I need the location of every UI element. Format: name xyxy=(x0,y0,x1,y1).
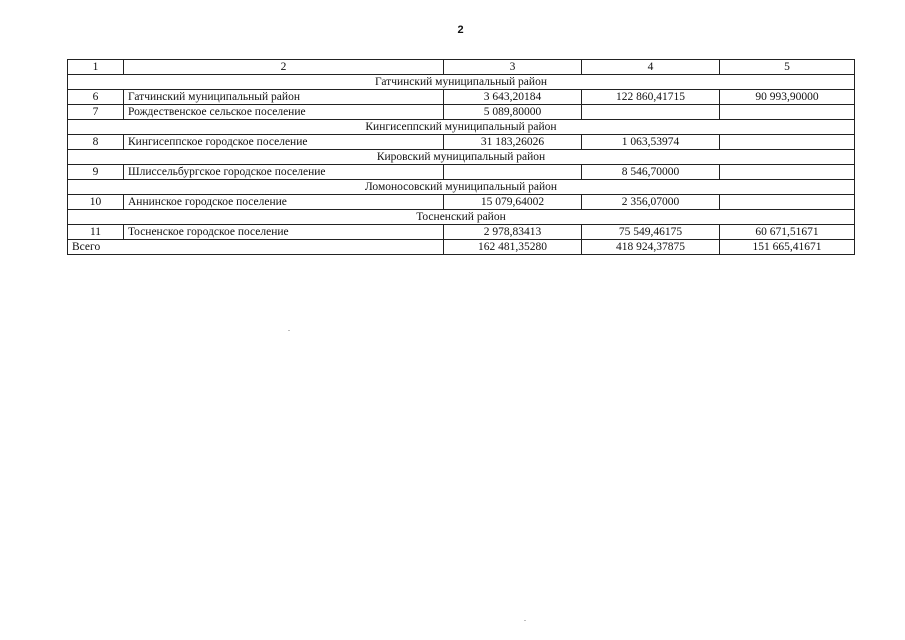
group-title: Кингисеппский муниципальный район xyxy=(68,120,855,135)
row-name: Аннинское городское поселение xyxy=(124,195,444,210)
page-number: 2 xyxy=(457,24,464,36)
row-number: 9 xyxy=(68,165,124,180)
group-title: Гатчинский муниципальный район xyxy=(68,75,855,90)
table-row xyxy=(68,105,855,120)
row-value-col5 xyxy=(720,105,855,120)
group-title-row xyxy=(68,75,855,90)
column-header: 2 xyxy=(124,60,444,75)
total-label: Всего xyxy=(68,240,444,255)
table-row xyxy=(68,90,855,105)
total-row xyxy=(68,240,855,255)
row-value-col3: 3 643,20184 xyxy=(444,90,582,105)
row-name: Рождественское сельское поселение xyxy=(124,105,444,120)
row-value-col5 xyxy=(720,165,855,180)
row-value-col3: 5 089,80000 xyxy=(444,105,582,120)
table-row xyxy=(68,195,855,210)
row-name: Гатчинский муниципальный район xyxy=(124,90,444,105)
row-name: Тосненское городское поселение xyxy=(124,225,444,240)
row-value-col3 xyxy=(444,165,582,180)
row-value-col4: 1 063,53974 xyxy=(582,135,720,150)
total-value-col5: 151 665,41671 xyxy=(720,240,855,255)
row-value-col4: 122 860,41715 xyxy=(582,90,720,105)
table-header-row xyxy=(68,60,855,75)
row-value-col4 xyxy=(582,105,720,120)
row-value-col5: 60 671,51671 xyxy=(720,225,855,240)
row-value-col4: 75 549,46175 xyxy=(582,225,720,240)
table-row xyxy=(68,165,855,180)
group-title-row xyxy=(68,210,855,225)
data-table xyxy=(67,59,855,255)
row-number: 11 xyxy=(68,225,124,240)
row-number: 6 xyxy=(68,90,124,105)
row-number: 7 xyxy=(68,105,124,120)
scan-speck xyxy=(524,620,526,621)
total-value-col4: 418 924,37875 xyxy=(582,240,720,255)
row-value-col5 xyxy=(720,135,855,150)
row-value-col4: 8 546,70000 xyxy=(582,165,720,180)
column-header: 4 xyxy=(582,60,720,75)
row-number: 10 xyxy=(68,195,124,210)
row-value-col4: 2 356,07000 xyxy=(582,195,720,210)
group-title-row xyxy=(68,120,855,135)
group-title: Ломоносовский муниципальный район xyxy=(68,180,855,195)
row-number: 8 xyxy=(68,135,124,150)
group-title-row xyxy=(68,180,855,195)
row-value-col3: 2 978,83413 xyxy=(444,225,582,240)
total-value-col3: 162 481,35280 xyxy=(444,240,582,255)
column-header: 1 xyxy=(68,60,124,75)
table-row xyxy=(68,225,855,240)
table-row xyxy=(68,135,855,150)
group-title: Тосненский район xyxy=(68,210,855,225)
column-header: 5 xyxy=(720,60,855,75)
scan-speck xyxy=(288,330,290,331)
row-value-col3: 15 079,64002 xyxy=(444,195,582,210)
row-name: Шлиссельбургское городское поселение xyxy=(124,165,444,180)
group-title: Кировский муниципальный район xyxy=(68,150,855,165)
row-value-col5: 90 993,90000 xyxy=(720,90,855,105)
group-title-row xyxy=(68,150,855,165)
row-value-col5 xyxy=(720,195,855,210)
column-header: 3 xyxy=(444,60,582,75)
row-value-col3: 31 183,26026 xyxy=(444,135,582,150)
row-name: Кингисеппское городское поселение xyxy=(124,135,444,150)
